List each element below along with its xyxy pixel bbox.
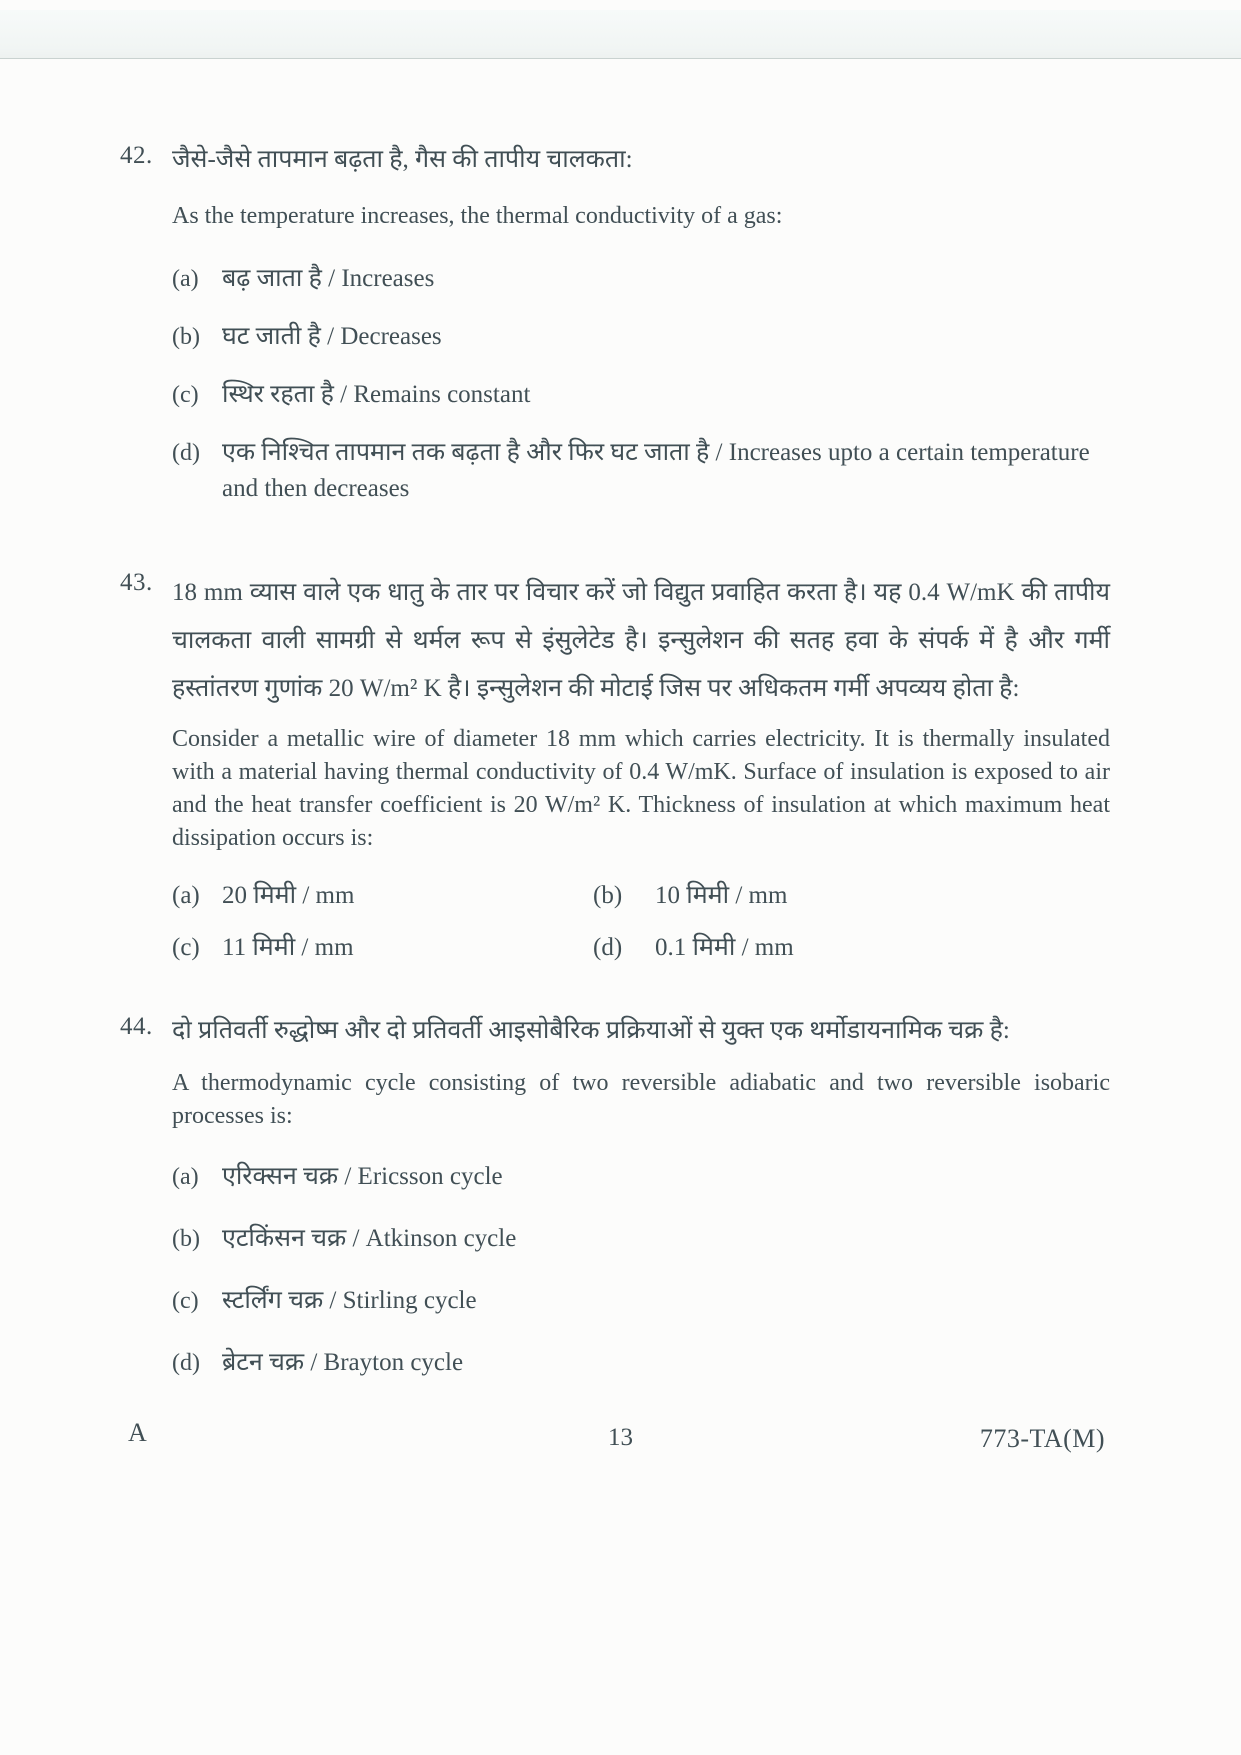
- option-b: [172, 319, 1110, 355]
- question-body: [172, 1013, 1110, 1407]
- option-text: एरिक्सन चक्र / Ericsson cycle: [222, 1163, 503, 1190]
- option-a: [172, 1159, 1110, 1195]
- question-text-hindi: 18 mm व्यास वाले एक धातु के तार पर विचार करें जो विद्युत प्रवाहित करता है। यह 0.4 W/mK की तापीय चालकता वाली सामग्री से थर्मल रूप से इंसुलेटेड है। इन्सुलेशन की सतह हवा के संपर्क में है और गर्मी हस्तांतरण गुणांक 20 W/m² K है। इन्सुलेशन की मोटाई जिस पर अधिकतम गर्मी अपव्यय होता है:: [172, 579, 1110, 702]
- question-text-english: Consider a metallic wire of diameter 18 mm which carries electricity. It is thermally insulated with a material having thermal conductivity of 0.4 W/mK. Surface of insulation is exposed to air and the heat transfer coefficient is 20 W/m² K. Thickness of insulation at which maximum heat dissipation occurs is:: [172, 726, 1110, 851]
- option-d-label: (d): [593, 934, 623, 961]
- options-list: [172, 261, 1110, 507]
- option-text: एक निश्चित तापमान तक बढ़ता है और फिर घट जाता है / Increases upto a certain temperature and then decreases: [222, 439, 1090, 502]
- option-a-text: 20 मिमी / mm: [222, 882, 355, 909]
- page-number: 13: [608, 1424, 633, 1451]
- page-content: [120, 142, 1110, 1407]
- option-text: घट जाती है / Decreases: [222, 323, 442, 350]
- option-label: (c): [172, 382, 199, 408]
- option-label: (d): [172, 440, 200, 466]
- question-text-english: A thermodynamic cycle consisting of two reversible adiabatic and two reversible isobaric processes is:: [172, 1070, 1110, 1129]
- question-text-hindi: दो प्रतिवर्ती रुद्धोष्म और दो प्रतिवर्ती आइसोबैरिक प्रक्रियाओं से युक्त एक थर्मोडायनामिक चक्र है:: [172, 1017, 1010, 1044]
- option-d-text: 0.1 मिमी / mm: [655, 934, 794, 961]
- option-c: [172, 377, 1110, 413]
- question-number: 43.: [120, 569, 153, 596]
- option-c-label: (c): [172, 934, 200, 961]
- option-text: एटकिंसन चक्र / Atkinson cycle: [222, 1225, 517, 1252]
- option-b-text: 10 मिमी / mm: [655, 882, 788, 909]
- option-label: (b): [172, 1226, 200, 1252]
- options-grid: [172, 879, 1110, 965]
- paper-code: 773-TA(M): [979, 1424, 1105, 1453]
- question-body: [172, 569, 1110, 965]
- option-d: [172, 435, 1110, 507]
- option-text: ब्रेटन चक्र / Brayton cycle: [222, 1349, 464, 1376]
- option-label: (a): [172, 1164, 199, 1190]
- option-b: [172, 1221, 1110, 1257]
- question-42: [120, 142, 1110, 529]
- option-label: (a): [172, 266, 199, 292]
- option-text: स्थिर रहता है / Remains constant: [222, 381, 531, 408]
- question-43: [120, 569, 1110, 965]
- option-c-text: 11 मिमी / mm: [222, 934, 354, 961]
- exam-set-label: A: [128, 1418, 147, 1447]
- question-44: [120, 1013, 1110, 1407]
- scan-artifact-band: [0, 10, 1241, 59]
- options-list: [172, 1159, 1110, 1381]
- option-label: (b): [172, 324, 200, 350]
- option-b-label: (b): [593, 882, 623, 909]
- option-label: (d): [172, 1350, 200, 1376]
- question-text-hindi: जैसे-जैसे तापमान बढ़ता है, गैस की तापीय चालकता:: [172, 146, 633, 173]
- question-text-english: As the temperature increases, the thermal conductivity of a gas:: [172, 203, 783, 229]
- option-label: (c): [172, 1288, 199, 1314]
- option-c: [172, 1283, 1110, 1319]
- option-a-label: (a): [172, 882, 200, 909]
- question-number: 44.: [120, 1013, 153, 1040]
- option-text: स्टर्लिंग चक्र / Stirling cycle: [222, 1287, 477, 1314]
- option-text: बढ़ जाता है / Increases: [222, 265, 435, 292]
- option-d: [172, 1345, 1110, 1381]
- option-a: [172, 261, 1110, 297]
- question-body: [172, 142, 1110, 529]
- question-number: 42.: [120, 142, 153, 169]
